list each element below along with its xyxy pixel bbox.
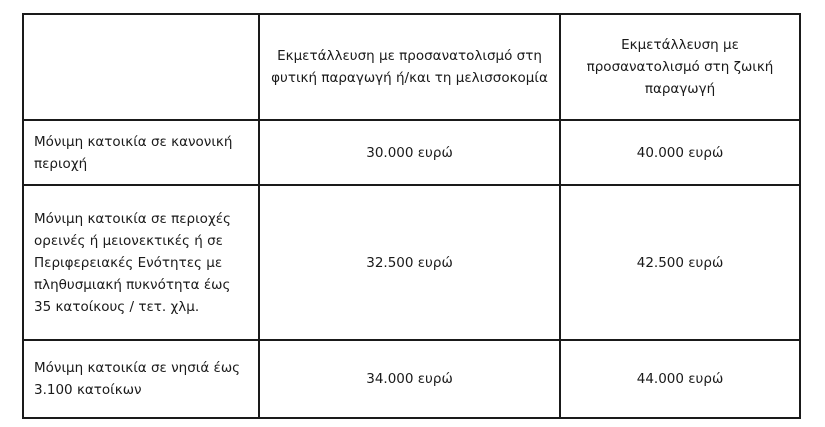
header-plant-production: Εκμετάλλευση με προσανατολισμό στη φυτική παραγωγή ή/και τη μελισσοκομία xyxy=(259,14,560,120)
value-animal-mountainous-area: 42.500 ευρώ xyxy=(560,185,800,340)
value-plant-normal-area: 30.000 ευρώ xyxy=(259,120,560,185)
header-corner-cell xyxy=(23,14,259,120)
row-label-mountainous-area: Μόνιμη κατοικία σε περιοχές ορεινές ή μειονεκτικές ή σε Περιφερειακές Ενότητες με πληθυσμιακή πυκνότητα έως 35 κατοίκους / τετ. χλμ. xyxy=(23,185,259,340)
value-plant-mountainous-area: 32.500 ευρώ xyxy=(259,185,560,340)
income-threshold-table xyxy=(22,13,801,419)
value-plant-islands: 34.000 ευρώ xyxy=(259,340,560,418)
table-row xyxy=(23,120,800,185)
header-animal-production: Εκμετάλλευση με προσανατολισμό στη ζωική παραγωγή xyxy=(560,14,800,120)
row-label-islands: Μόνιμη κατοικία σε νησιά έως 3.100 κατοίκων xyxy=(23,340,259,418)
table-row xyxy=(23,185,800,340)
table-row xyxy=(23,340,800,418)
value-animal-islands: 44.000 ευρώ xyxy=(560,340,800,418)
table-header-row xyxy=(23,14,800,120)
row-label-normal-area: Μόνιμη κατοικία σε κανονική περιοχή xyxy=(23,120,259,185)
value-animal-normal-area: 40.000 ευρώ xyxy=(560,120,800,185)
